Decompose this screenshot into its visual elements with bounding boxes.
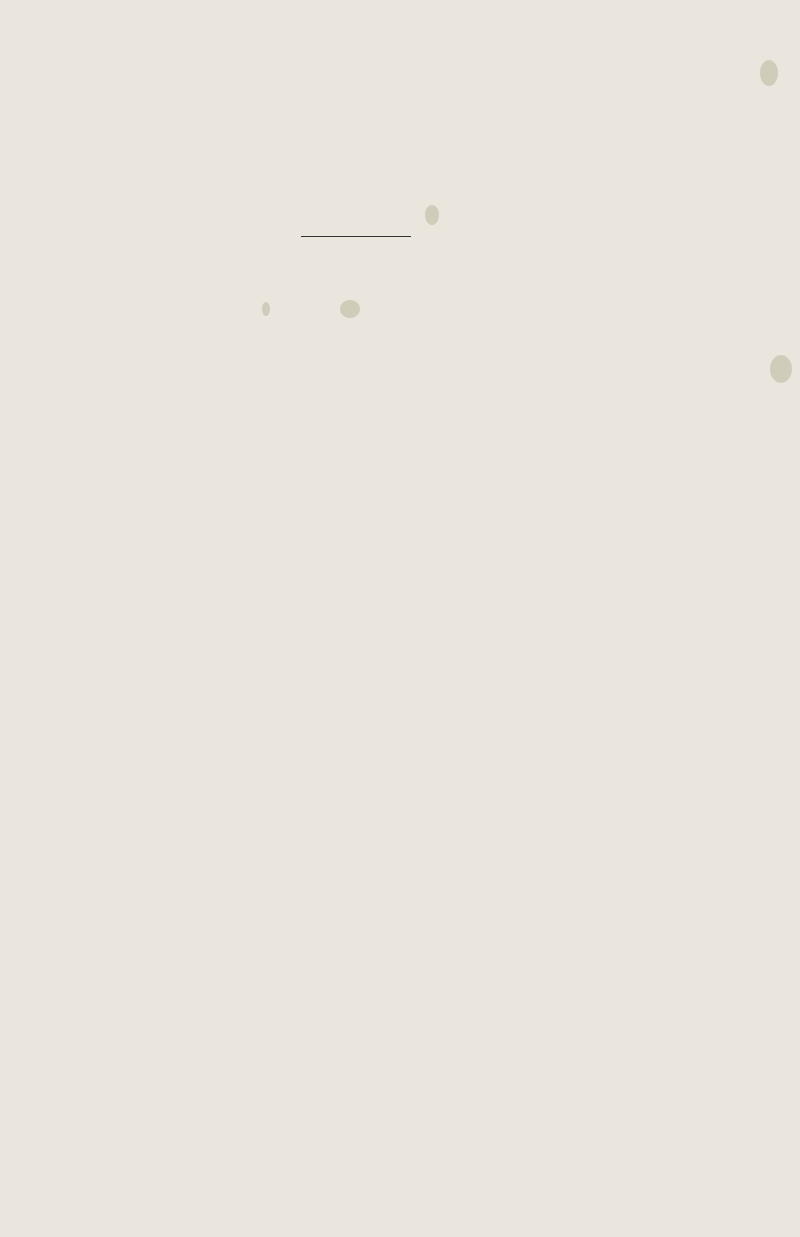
paper-stain [262,302,270,316]
paper-stain [760,60,778,86]
paper-stain [340,300,360,318]
paper-stain [425,205,439,225]
paper-stain [770,355,792,383]
section-divider [301,236,411,237]
